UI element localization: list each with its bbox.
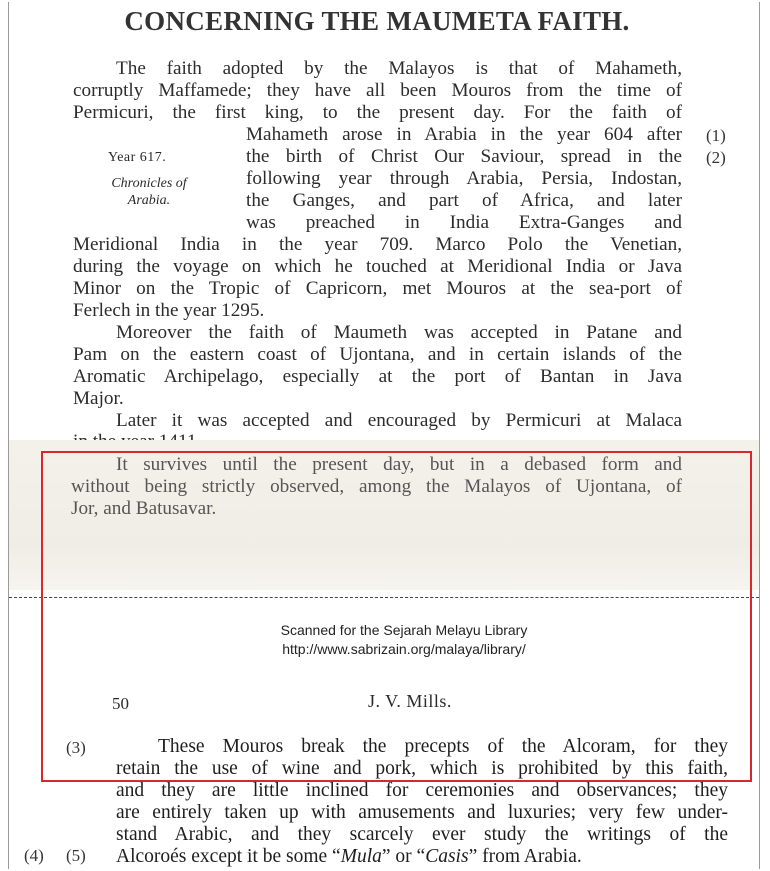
text-line: Ferlech in the year 1295.	[73, 300, 265, 321]
text-line: Meridional India in the year 709. Marco Polo the Venetian,	[73, 234, 682, 255]
margin-marker: (5)	[66, 846, 86, 865]
text-line: Jor, and Batusavar.	[71, 498, 217, 519]
text-line: corruptly Maffamede; they have all been Mouros from the time of	[73, 80, 682, 101]
scan-notice-url: http://www.sabrizain.org/malaya/library/	[282, 641, 526, 657]
text-line: following year through Arabia, Persia, Indostan,	[246, 168, 682, 189]
text-line: The faith adopted by the Malayos is that of Mahameth,	[116, 58, 682, 79]
text-line: retain the use of wine and pork, which is prohibited by this faith,	[116, 758, 728, 779]
text-line: are entirely taken up with amusements and luxuries; very few under-	[116, 802, 728, 823]
text-line: Permicuri, the first king, to the present day. For the faith of	[73, 102, 682, 123]
text-line: It survives until the present day, but in a debased form and	[116, 454, 682, 475]
text-line: Minor on the Tropic of Capricorn, met Mouros at the sea-port of	[73, 278, 682, 299]
text-line: Mahameth arose in Arabia in the year 604 after	[246, 124, 682, 145]
text-line	[116, 846, 582, 868]
text-line: without being strictly observed, among the Malayos of Ujontana, of	[71, 476, 682, 497]
text-line: Moreover the faith of Maumeth was accepted in Patane and	[116, 322, 682, 343]
text-line: was preached in India Extra-Ganges and	[246, 212, 682, 233]
highlight-box	[41, 451, 752, 782]
term-mula: Mula	[340, 846, 382, 867]
text-line: stand Arabic, and they scarcely ever study the writings of the	[116, 824, 728, 845]
margin-marker: (4)	[24, 846, 44, 865]
text-line: during the voyage on which he touched at Meridional India or Java	[73, 256, 682, 277]
margin-marker: (2)	[706, 148, 726, 167]
running-header: J. V. Mills.	[368, 691, 452, 711]
text-line: Pam on the eastern coast of Ujontana, and in certain islands of the	[73, 344, 682, 365]
margin-note-year: Year 617.	[108, 150, 167, 165]
page-title: CONCERNING THE MAUMETA FAITH.	[124, 6, 630, 36]
page-number: 50	[112, 694, 129, 713]
text-line: the Ganges, and part of Africa, and later	[246, 190, 682, 211]
text-line: These Mouros break the precepts of the Alcoram, for they	[158, 736, 728, 757]
margin-marker: (1)	[706, 126, 726, 145]
text-fragment: Alcoroés except it be some “	[116, 846, 341, 867]
text-fragment: ” or “	[381, 846, 426, 867]
text-line: Major.	[73, 388, 124, 409]
margin-marker: (3)	[66, 738, 86, 757]
term-casis: Casis	[425, 846, 469, 867]
text-line: the birth of Christ Our Saviour, spread in the	[246, 146, 682, 167]
text-fragment: ” from Arabia.	[468, 846, 582, 867]
margin-note-source: Chronicles of Arabia.	[111, 176, 187, 208]
text-line: Aromatic Archipelago, especially at the port of Bantan in Java	[73, 366, 682, 387]
text-line: Later it was accepted and encouraged by Permicuri at Malaca	[116, 410, 682, 431]
text-line: and they are little inclined for ceremonies and observances; they	[116, 780, 728, 801]
scan-notice: Scanned for the Sejarah Melayu Library	[280, 622, 528, 638]
